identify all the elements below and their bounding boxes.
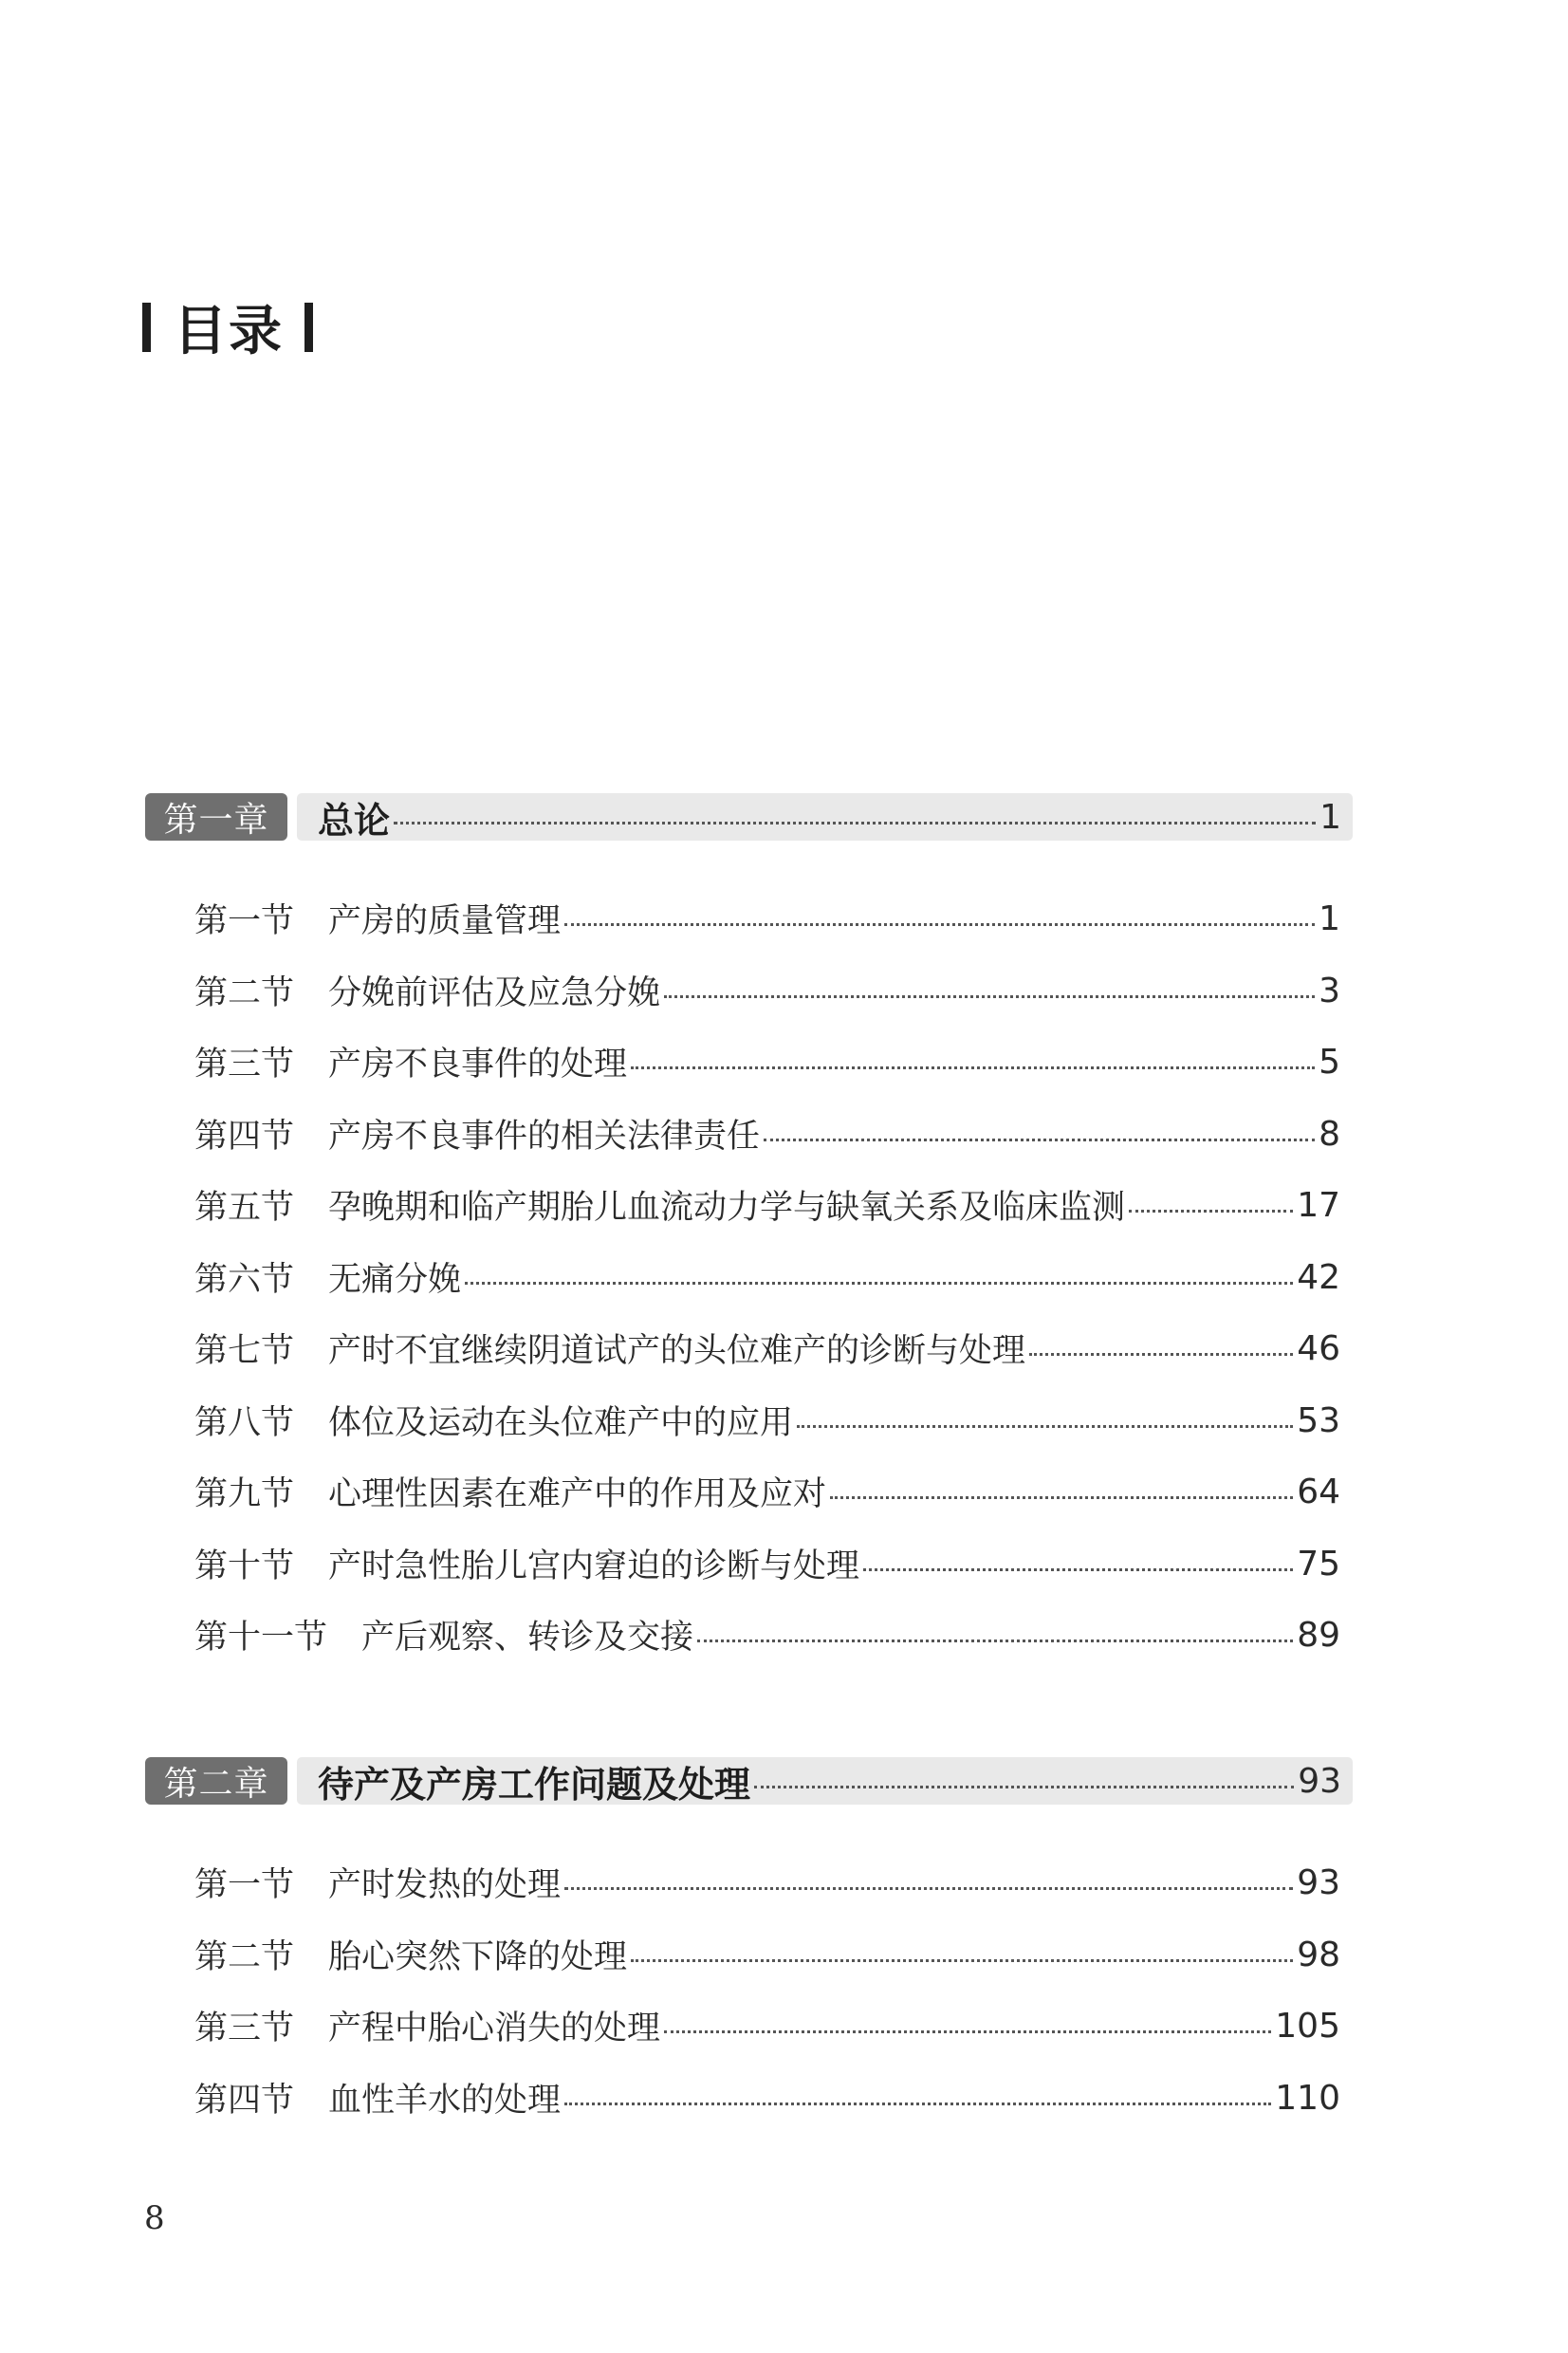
chapter-band	[297, 1757, 1353, 1805]
section-title: 心理性因素在难产中的作用及应对	[328, 1475, 827, 1513]
section-number: 第十一节	[194, 1619, 328, 1657]
toc-entry-1-3[interactable]	[194, 1039, 1340, 1084]
dot-leader	[863, 1568, 1293, 1571]
toc-entry-1-9[interactable]	[194, 1469, 1340, 1514]
chapter-label: 第二章	[145, 1757, 287, 1805]
section-number: 第二节	[194, 1938, 295, 1976]
section-title: 产时不宜继续阴道试产的头位难产的诊断与处理	[328, 1332, 1026, 1370]
section-number: 第八节	[194, 1404, 295, 1442]
section-title: 分娩前评估及应急分娩	[328, 974, 661, 1012]
toc-entry-1-1[interactable]	[194, 896, 1340, 941]
toc-entry-1-6[interactable]	[194, 1254, 1340, 1300]
section-page: 8	[1319, 1114, 1340, 1154]
toc-entry-1-8[interactable]	[194, 1398, 1340, 1443]
section-title: 血性羊水的处理	[328, 2082, 562, 2120]
heading-bar-left	[142, 303, 151, 352]
section-number: 第七节	[194, 1332, 295, 1370]
section-page: 3	[1319, 971, 1340, 1010]
dot-leader	[797, 1425, 1293, 1428]
chapter-page: 93	[1298, 1761, 1341, 1801]
section-title: 无痛分娩	[328, 1261, 462, 1299]
toc-entry-1-11[interactable]	[194, 1612, 1340, 1658]
dot-leader	[564, 923, 1315, 926]
section-title: 孕晚期和临产期胎儿血流动力学与缺氧关系及临床监测	[328, 1189, 1126, 1227]
section-page: 17	[1297, 1185, 1340, 1225]
section-page: 105	[1275, 2006, 1340, 2046]
section-number: 第一节	[194, 902, 295, 940]
toc-entry-1-7[interactable]	[194, 1325, 1340, 1371]
section-number: 第六节	[194, 1261, 295, 1299]
toc-entry-1-2[interactable]	[194, 968, 1340, 1013]
section-page: 53	[1297, 1400, 1340, 1440]
section-page: 110	[1275, 2078, 1340, 2118]
section-page: 75	[1297, 1544, 1340, 1584]
toc-entry-2-2[interactable]	[194, 1932, 1340, 1977]
toc-chapter-1[interactable]	[145, 793, 1353, 841]
dot-leader	[465, 1282, 1293, 1285]
toc-entry-1-4[interactable]	[194, 1111, 1340, 1157]
dot-leader	[664, 2030, 1271, 2033]
section-number: 第十节	[194, 1547, 295, 1585]
section-page: 93	[1297, 1862, 1340, 1902]
section-title: 体位及运动在头位难产中的应用	[328, 1404, 794, 1442]
dot-leader	[1129, 1210, 1293, 1213]
section-page: 1	[1319, 899, 1340, 938]
heading-bar-right	[304, 303, 313, 352]
section-title: 产房不良事件的相关法律责任	[328, 1118, 761, 1156]
chapter-title: 待产及产房工作问题及处理	[318, 1763, 751, 1806]
toc-entry-2-3[interactable]	[194, 2003, 1340, 2048]
section-page: 46	[1297, 1328, 1340, 1368]
chapter-page: 1	[1319, 797, 1341, 837]
dot-leader	[1029, 1353, 1293, 1356]
toc-chapter-2[interactable]	[145, 1757, 1353, 1805]
section-title: 产后观察、转诊及交接	[361, 1619, 694, 1657]
toc-entry-2-1[interactable]	[194, 1860, 1340, 1905]
chapter-band	[297, 793, 1353, 841]
section-title: 产时急性胎儿宫内窘迫的诊断与处理	[328, 1547, 860, 1585]
section-title: 产时发热的处理	[328, 1866, 562, 1904]
section-number: 第三节	[194, 2010, 295, 2047]
toc-heading-text: 目录	[174, 301, 284, 362]
dot-leader	[631, 1959, 1293, 1962]
dot-leader	[564, 1887, 1293, 1890]
section-title: 产房不良事件的处理	[328, 1046, 628, 1084]
page-number: 8	[144, 2199, 165, 2237]
section-title: 胎心突然下降的处理	[328, 1938, 628, 1976]
toc-heading	[142, 294, 313, 361]
section-number: 第五节	[194, 1189, 295, 1227]
section-number: 第一节	[194, 1866, 295, 1904]
chapter-title: 总论	[318, 799, 391, 842]
section-title: 产房的质量管理	[328, 902, 562, 940]
chapter-label: 第一章	[145, 793, 287, 841]
section-number: 第四节	[194, 1118, 295, 1156]
dot-leader	[764, 1139, 1315, 1141]
section-page: 64	[1297, 1472, 1340, 1511]
section-number: 第二节	[194, 974, 295, 1012]
section-number: 第四节	[194, 2082, 295, 2120]
toc-entry-2-4[interactable]	[194, 2075, 1340, 2121]
toc-entry-1-5[interactable]	[194, 1182, 1340, 1228]
dot-leader	[564, 2103, 1271, 2105]
section-page: 5	[1319, 1042, 1340, 1082]
toc-entry-1-10[interactable]	[194, 1541, 1340, 1586]
section-page: 98	[1297, 1935, 1340, 1974]
section-page: 89	[1297, 1615, 1340, 1655]
section-number: 第九节	[194, 1475, 295, 1513]
section-title: 产程中胎心消失的处理	[328, 2010, 661, 2047]
dot-leader	[754, 1786, 1294, 1788]
dot-leader	[697, 1640, 1293, 1642]
dot-leader	[830, 1496, 1293, 1499]
dot-leader	[664, 995, 1315, 998]
dot-leader	[631, 1066, 1315, 1069]
section-number: 第三节	[194, 1046, 295, 1084]
section-page: 42	[1297, 1257, 1340, 1297]
dot-leader	[394, 822, 1316, 824]
